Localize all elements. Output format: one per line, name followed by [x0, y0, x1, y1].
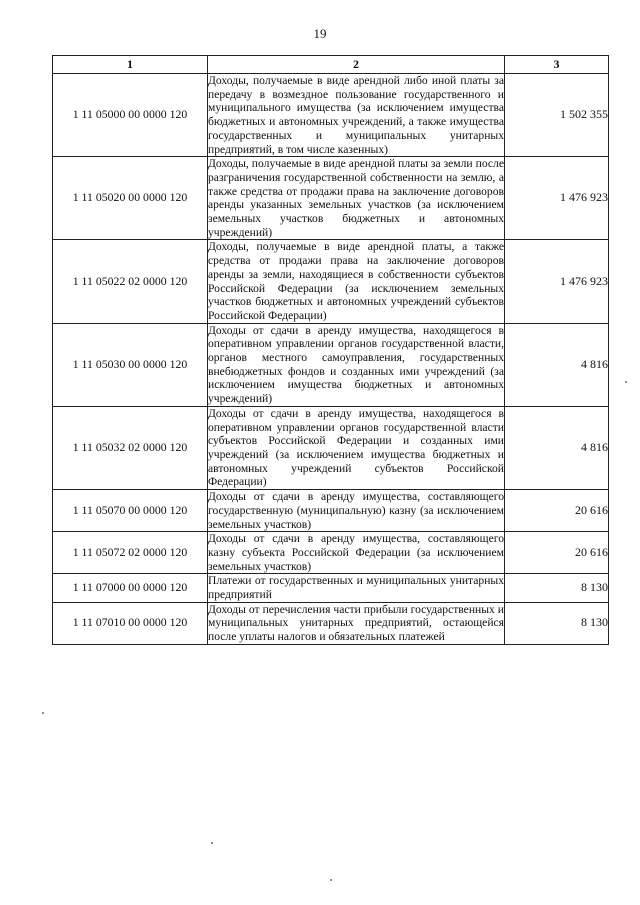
- revenue-amount: 4 816: [505, 406, 609, 489]
- revenue-amount: 1 476 923: [505, 240, 609, 323]
- revenue-amount: 8 130: [505, 602, 609, 644]
- scan-speck: [330, 879, 332, 881]
- budget-code: 1 11 05020 00 0000 120: [53, 157, 208, 240]
- revenue-amount: 20 616: [505, 490, 609, 532]
- budget-code: 1 11 05030 00 0000 120: [53, 323, 208, 406]
- table-row: [53, 490, 609, 532]
- revenue-table: [52, 55, 609, 645]
- revenue-description: Доходы, получаемые в виде арендной либо иной платы за передачу в возмездное пользование государственного и муниципального имущества (за исключением имущества бюджетных и автономных учреждений, а также имущества государственных и муниципальных унитарных предприятий, в том числе казенных): [208, 74, 504, 156]
- budget-code: 1 11 05000 00 0000 120: [53, 74, 208, 157]
- table-row: [53, 574, 609, 602]
- revenue-description: Доходы от перечисления части прибыли государственных и муниципальных унитарных предприятий, остающейся после уплаты налогов и обязательных платежей: [208, 602, 504, 644]
- scan-speck: [625, 381, 627, 383]
- budget-code: 1 11 07010 00 0000 120: [53, 602, 208, 644]
- scan-speck: [211, 842, 213, 844]
- table-row: [53, 406, 609, 489]
- revenue-description: Доходы, получаемые в виде арендной платы за земли после разграничения государственной собственности на землю, а также средства от продажи права на заключение договоров аренды указанных земельных участков (за исключением земельных участков бюджетных и автономных учреждений): [208, 157, 504, 239]
- column-header-amount: 3: [505, 56, 609, 74]
- revenue-amount: 1 502 355: [505, 74, 609, 157]
- scan-speck: [42, 712, 44, 714]
- table-header: [53, 56, 609, 74]
- revenue-description: Доходы, получаемые в виде арендной платы, а также средства от продажи права на заключение договоров аренды за земли, находящиеся в собственности субъектов Российской Федерации (за исключением земельных участков бюджетных и автономных учреждений субъектов Российской Федерации): [208, 240, 504, 322]
- revenue-description: Доходы от сдачи в аренду имущества, составляющего государственную (муниципальную) казну (за исключением земельных участков): [208, 490, 504, 531]
- revenue-description: Доходы от сдачи в аренду имущества, составляющего казну субъекта Российской Федерации (за исключением земельных участков): [208, 532, 504, 573]
- table-row: [53, 157, 609, 240]
- column-header-code: 1: [53, 56, 208, 74]
- revenue-description: Доходы от сдачи в аренду имущества, находящегося в оперативном управлении органов государственной власти субъектов Российской Федерации и созданных ими учреждений (за исключением имущества бюджетных и автономных учреждений субъектов Российской Федерации): [208, 406, 504, 489]
- table-row: [53, 532, 609, 574]
- revenue-amount: 8 130: [505, 574, 609, 602]
- table-row: [53, 240, 609, 323]
- page-number: 19: [313, 26, 327, 41]
- budget-code: 1 11 05070 00 0000 120: [53, 490, 208, 532]
- budget-code: 1 11 07000 00 0000 120: [53, 574, 208, 602]
- revenue-amount: 1 476 923: [505, 157, 609, 240]
- table-row: [53, 323, 609, 406]
- budget-code: 1 11 05032 02 0000 120: [53, 406, 208, 489]
- revenue-description: Доходы от сдачи в аренду имущества, находящегося в оперативном управлении органов государственной власти, органов местного самоуправления, государственных внебюджетных фондов и созданных ими учреждений (за исключением имущества бюджетных и автономных учреждений): [208, 323, 504, 406]
- table-row: [53, 602, 609, 644]
- table-body: [53, 74, 609, 645]
- header-row: [53, 56, 609, 74]
- budget-code: 1 11 05072 02 0000 120: [53, 532, 208, 574]
- table-row: [53, 74, 609, 157]
- revenue-amount: 4 816: [505, 323, 609, 406]
- revenue-amount: 20 616: [505, 532, 609, 574]
- budget-code: 1 11 05022 02 0000 120: [53, 240, 208, 323]
- column-header-description: 2: [208, 56, 505, 74]
- revenue-description: Платежи от государственных и муниципальных унитарных предприятий: [208, 574, 504, 602]
